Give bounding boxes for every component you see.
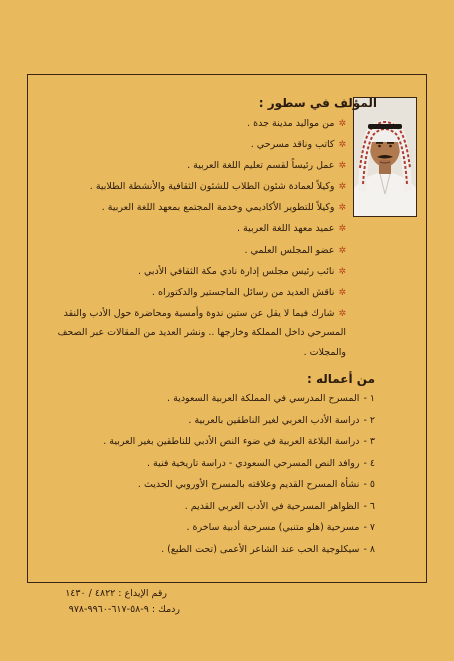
author-section-title: المؤلف في سطور : <box>258 96 377 110</box>
bio-item: ✲عضو المجلس العلمي . <box>244 244 346 256</box>
work-item: ٢ -دراسة الأدب العربي لغير الناطقين بالعربية . <box>188 414 375 426</box>
bullet-star-icon: ✲ <box>338 119 346 129</box>
bio-item: ✲ناقش العديد من رسائل الماجستير والدكتوراه . <box>151 286 346 298</box>
works-list <box>35 393 375 566</box>
bullet-star-icon: ✲ <box>338 182 346 193</box>
bullet-star-icon: ✲ <box>338 203 346 214</box>
author-photo <box>353 97 417 217</box>
bullet-star-icon: ✲ <box>338 266 346 277</box>
work-item: ٥ -نشأة المسرح القديم وعلاقته بالمسرح الأوروبي الحديث . <box>137 479 375 491</box>
legal-deposit-number: رقم الإيداع : ٤٨٢٢ / ١٤٣٠ <box>65 588 167 599</box>
isbn-number: ردمك : ٩-٥٨-٦١٧-٩٩٦٠-٩٧٨ <box>68 604 180 615</box>
works-section-title: من أعماله : <box>306 372 375 386</box>
work-item: ١ -المسرح المدرسي في المملكة العربية السعودية . <box>167 393 375 404</box>
work-item: ٦ -الظواهر المسرحية في الأدب العربي القديم . <box>184 500 375 512</box>
bio-item: ✲شارك فيما لا يقل عن ستين ندوة وأمسية ومحاضرة حول الأدب والنقد المسرحي داخل المملكة وخارجها .. ونشر العديد من المقالات عبر الصحف والمجلات . <box>57 307 346 358</box>
author-bio-list <box>46 118 346 372</box>
bullet-star-icon: ✲ <box>338 308 346 319</box>
work-item: ٤ -روافد النص المسرحي السعودي - دراسة تاريخية فنية . <box>147 457 375 469</box>
bio-item: ✲وكيلاً لعمادة شئون الطلاب للشئون الثقافية والأنشطة الطلابية . <box>89 181 346 193</box>
bio-item: ✲عميد معهد اللغة العربية . <box>236 223 346 235</box>
bullet-star-icon: ✲ <box>338 224 346 235</box>
bullet-star-icon: ✲ <box>338 245 346 256</box>
work-item: ٨ -سيكلوجية الحب عند الشاعر الأعمى (تحت الطبع) . <box>161 544 375 556</box>
bio-item: ✲عمل رئيساً لقسم تعليم اللغة العربية . <box>187 160 346 172</box>
bio-item: ✲نائب رئيس مجلس إدارة نادي مكة الثقافي الأدبي . <box>137 265 346 277</box>
work-item: ٣ -دراسة البلاغة العربية في ضوء النص الأدبي للناطقين بغير العربية . <box>103 436 375 448</box>
bullet-star-icon: ✲ <box>338 287 346 298</box>
author-portrait-icon <box>354 98 416 216</box>
bio-item: ✲كاتب وناقد مسرحي . <box>250 139 346 151</box>
bio-item: ✲وكيلاً للتطوير الأكاديمي وخدمة المجتمع بمعهد اللغة العربية . <box>101 202 346 214</box>
bullet-star-icon: ✲ <box>338 140 346 151</box>
work-item: ٧ -مسرحية (هلو متنبي) مسرحية أدبية ساخرة . <box>186 522 375 534</box>
bullet-star-icon: ✲ <box>338 161 346 172</box>
bio-item: ✲من مواليد مدينة جدة . <box>247 118 346 129</box>
